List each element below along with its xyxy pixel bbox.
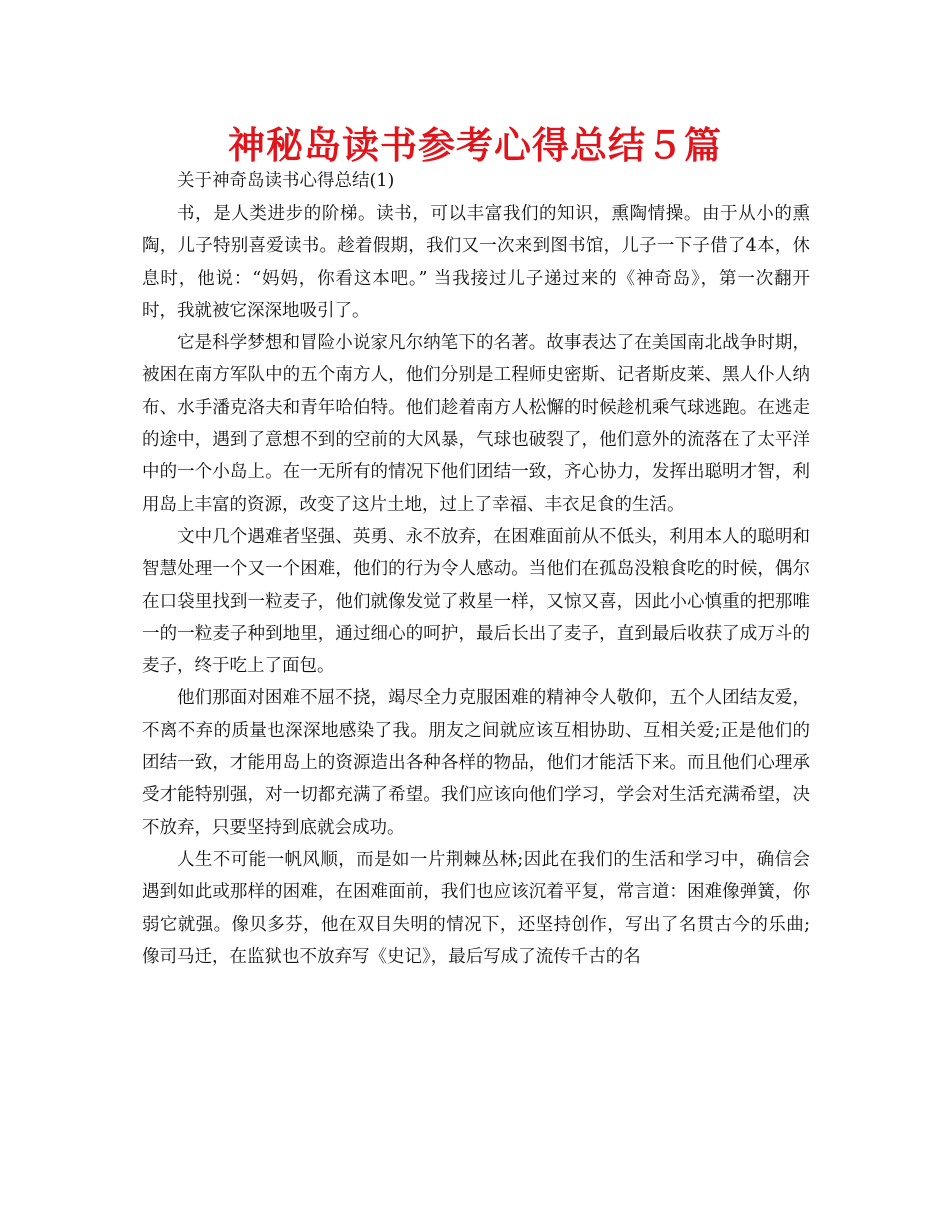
paragraph-1: 书，是人类进步的阶梯。读书，可以丰富我们的知识，熏陶情操。由于从小的熏陶，儿子特别喜爱读书。趁着假期，我们又一次来到图书馆，儿子一下子借了4本，休息时，他说：“妈妈，你看这本吧。” 当我接过儿子递过来的《神奇岛》，第一次翻开时，我就被它深深地吸引了。 bbox=[142, 204, 810, 321]
paragraph-2: 它是科学梦想和冒险小说家凡尔纳笔下的名著。故事表达了在美国南北战争时期，被困在南方军队中的五个南方人，他们分别是工程师史密斯、记者斯皮莱、黑人仆人纳布、水手潘克洛夫和青年哈伯特。他们趁着南方人松懈的时候趁机乘气球逃跑。在逃走的途中，遇到了意想不到的空前的大风暴，气球也破裂了，他们意外的流落在了太平洋中的一个小岛上。在一无所有的情况下他们团结一致，齐心协力，发挥出聪明才智，利用岛上丰富的资源，改变了这片土地，过上了幸福、丰衣足食的生活。 bbox=[142, 333, 810, 515]
paragraph-3: 文中几个遇难者坚强、英勇、永不放弃，在困难面前从不低头，利用本人的聪明和智慧处理一个又一个困难，他们的行为令人感动。当他们在孤岛没粮食吃的时候，偶尔在口袋里找到一粒麦子，他们就像发觉了救星一样，又惊又喜，因此小心慎重的把那唯一的一粒麦子种到地里，通过细心的呵护，最后长出了麦子，直到最后收获了成万斗的麦子，终于吃上了面包。 bbox=[142, 526, 810, 677]
paragraph-5: 人生不可能一帆风顺，而是如一片荆棘丛林;因此在我们的生活和学习中，确信会遇到如此或那样的困难，在困难面前，我们也应该沉着平复，常言道：困难像弹簧，你弱它就强。像贝多芬，他在双目失明的情况下，还坚持创作，写出了名贯古今的乐曲;像司马迁，在监狱也不放弃写《史记》，最后写成了流传千古的名 bbox=[142, 849, 810, 967]
document-body bbox=[142, 198, 810, 973]
document-title: 神秘岛读书参考心得总结５篇 bbox=[228, 124, 722, 167]
paragraph-4: 他们那面对困难不屈不挠，竭尽全力克服困难的精神令人敬仰，五个人团结友爱，不离不弃的质量也深深地感染了我。朋友之间就应该互相协助、互相关爱;正是他们的团结一致，才能用岛上的资源造出各种各样的物品，他们才能活下来。而且他们心理承受才能特别强，对一切都充满了希望。我们应该向他们学习，学会对生活充满希望，决不放弃，只要坚持到底就会成功。 bbox=[142, 688, 810, 838]
section-subtitle: 关于神奇岛读书心得总结(1) bbox=[177, 171, 395, 191]
